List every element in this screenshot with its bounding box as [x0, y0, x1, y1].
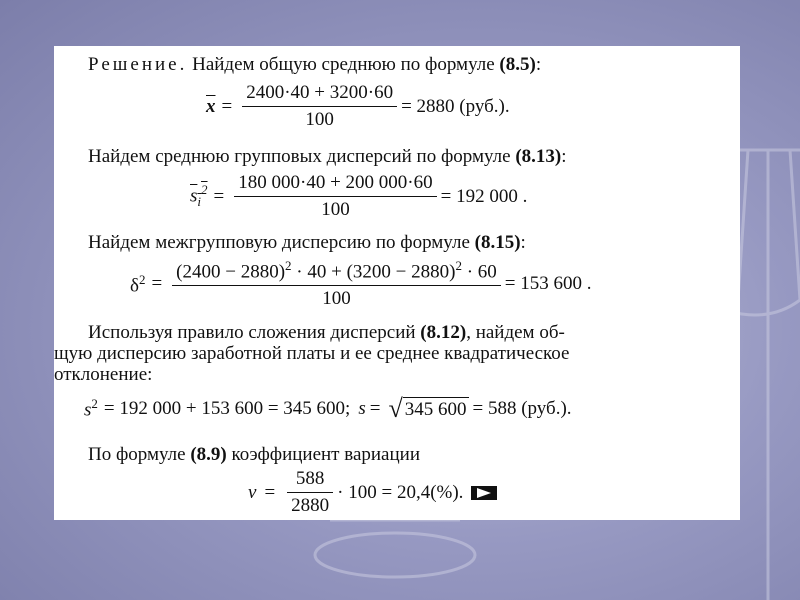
step4-paragraph	[54, 322, 730, 385]
solution-sheet	[54, 46, 740, 520]
formula-between-variance-fraction	[174, 258, 499, 310]
formula-variation-lhs	[248, 482, 256, 504]
formula-std-sqrt	[388, 396, 468, 422]
formula-mean-result: = 2880 (руб.).	[401, 95, 510, 117]
formula-total-variance-lhs	[84, 396, 98, 421]
sqrt-sign-icon: √	[388, 394, 403, 423]
lhs-sup: 2	[91, 396, 98, 412]
formula-mean-fraction	[244, 82, 395, 131]
intro-colon: :	[535, 54, 542, 75]
formula-group-variance	[190, 172, 527, 221]
formula-std-eq: =	[369, 398, 381, 419]
step5-text-b: коэффициент вариации	[231, 444, 420, 465]
formula-between-variance-numerator	[174, 258, 499, 285]
end-of-solution-arrow-icon	[471, 485, 497, 501]
formula-variation-numerator: 588	[295, 468, 325, 489]
solution-label: Решение.	[88, 54, 188, 75]
step3-formula-ref: (8.15)	[474, 232, 521, 253]
intro-text: Найдем общую среднюю по формуле	[192, 54, 495, 75]
lhs-sup: 2	[138, 271, 146, 287]
step4-formula-ref: (8.12)	[420, 322, 467, 343]
formula-group-variance-result: = 192 000 .	[440, 185, 528, 207]
step2-text: Найдем среднюю групповых дисперсий по формуле	[88, 146, 511, 167]
formula-variation-result: · 100 = 20,4(%).	[337, 481, 464, 503]
num-sup1: 2	[285, 258, 292, 273]
formula-variation-denominator: 2880	[287, 492, 333, 517]
formula-group-variance-eq: =	[213, 185, 225, 207]
lhs-s: s	[84, 399, 92, 421]
step2-colon: :	[561, 146, 567, 167]
formula-between-variance-eq: =	[151, 273, 163, 295]
sqrt-value: 345 600	[404, 399, 467, 420]
formula-between-variance	[130, 258, 592, 310]
step4-text-a: Используя правило сложения дисперсий	[88, 322, 416, 343]
lhs-sup: 2	[201, 182, 208, 198]
step4-line3: отклонение:	[54, 364, 153, 385]
formula-between-variance-result: = 153 600 .	[504, 273, 592, 295]
lhs-delta: δ	[130, 274, 139, 296]
num-part1: (2400 − 2880)	[176, 261, 286, 283]
formula-total-variance	[84, 396, 572, 422]
formula-variation-eq: =	[264, 481, 276, 503]
formula-total-variance-expr: = 192 000 + 153 600 = 345 600;	[103, 398, 351, 419]
formula-mean-lhs: $\overline{x}$	[206, 95, 216, 117]
formula-group-variance-fraction	[236, 172, 434, 221]
intro-line	[88, 54, 541, 76]
step3-text: Найдем межгрупповую дисперсию по формуле	[88, 232, 470, 253]
formula-variation-fraction	[289, 468, 331, 517]
formula-mean-denominator: 100	[242, 106, 397, 131]
step5-text-a: По формуле	[88, 444, 186, 465]
formula-between-variance-denominator: 100	[172, 285, 501, 310]
num-part2: (3200 − 2880)	[346, 261, 456, 283]
step5-formula-ref: (8.9)	[190, 444, 227, 465]
lhs-v: v	[248, 481, 257, 503]
formula-between-variance-lhs	[130, 272, 145, 297]
step5-line	[88, 444, 420, 466]
step3-line	[88, 232, 526, 254]
formula-group-variance-lhs	[190, 182, 208, 210]
formula-variation-coefficient	[248, 468, 497, 517]
formula-mean-eq: =	[221, 95, 233, 117]
formula-mean-numerator: 2400·40 + 3200·60	[246, 82, 394, 103]
num-mid: · 40 +	[296, 261, 347, 283]
formula-std-lhs: s	[358, 398, 366, 419]
step4-line2: щую дисперсию заработной платы и ее среднее квадратическое	[54, 343, 570, 364]
lhs-sub: i	[197, 194, 202, 210]
step4-line1	[54, 322, 730, 343]
num-sup2: 2	[455, 258, 462, 273]
num-end: · 60	[466, 261, 497, 283]
step2-line	[88, 146, 567, 168]
formula-std-result: = 588 (руб.).	[472, 398, 572, 419]
formula-group-variance-numerator: 180 000·40 + 200 000·60	[238, 172, 433, 193]
step4-text-b: , найдем об-	[466, 322, 565, 343]
step2-formula-ref: (8.13)	[515, 146, 562, 167]
formula-group-variance-denominator: 100	[234, 196, 436, 221]
formula-mean	[206, 82, 510, 131]
step3-colon: :	[520, 232, 526, 253]
lhs-base: s	[190, 185, 198, 207]
intro-formula-ref: (8.5)	[499, 54, 536, 75]
